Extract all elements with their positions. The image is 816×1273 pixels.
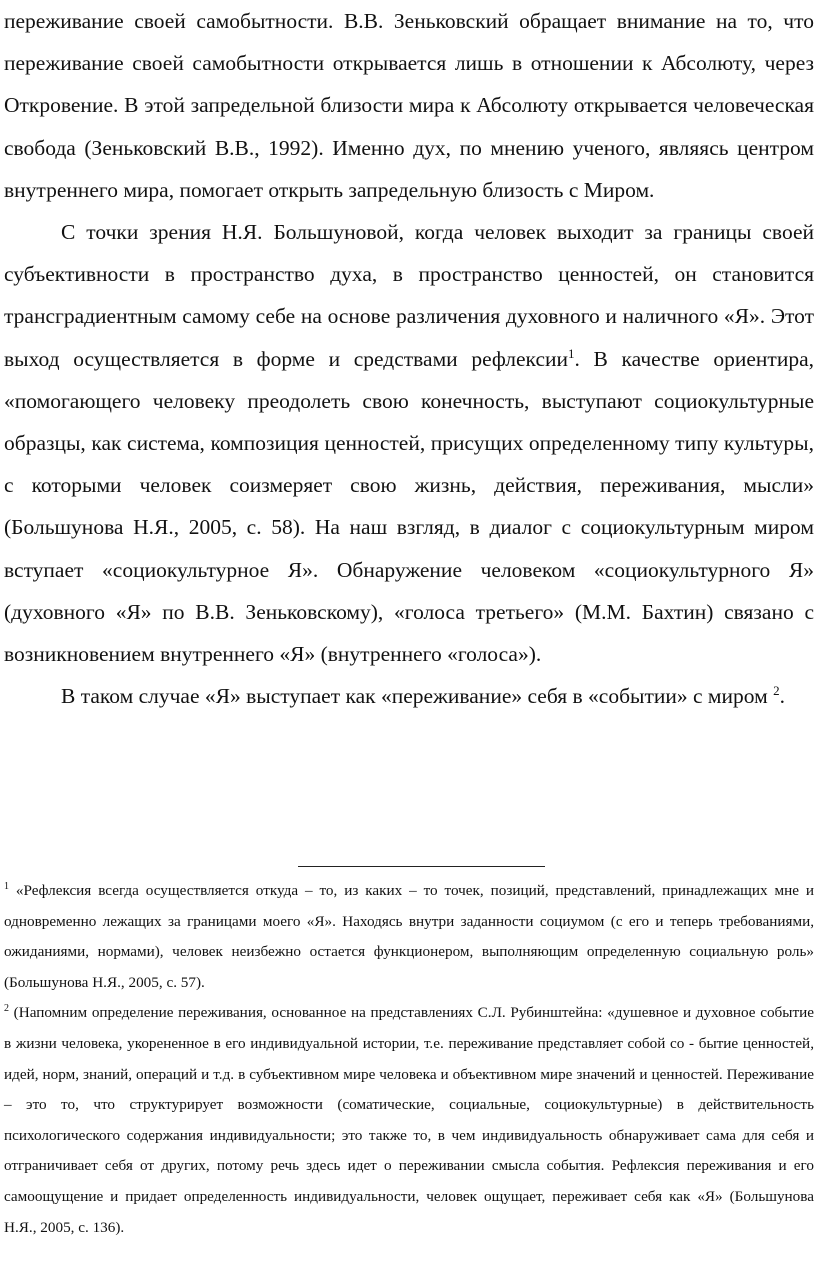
footnote-ref-1[interactable]: 1: [568, 345, 575, 361]
footnote-ref-2[interactable]: 2: [773, 683, 780, 699]
footnote-2-text: (Напомним определение переживания, основанное на представлениях С.Л. Рубинштейна: «душевное и духовное событие в жизни человека, укорененное в его индивидуальной истории, т.е. переживание представляет собой со - бытие ценностей, идей, норм, знаний, операций и т.д. в субъективном мире человека и объективном мире значений и ценностей. Переживание – это то, что структурирует возможности (соматические, социальные, социокультурные) в действительность психологического содержания индивидуальности; это также то, в чем индивидуальность обнаруживает сама для себя и отграничивает себя от других, потому речь здесь идет о переживании смысла события. Рефлексия переживания и его самоощущение и придает определенность индивидуальности, человек ощущает, переживает себя как «Я» (Большунова Н.Я., 2005, с. 136).: [4, 1004, 814, 1236]
footnote-1-number: 1: [4, 880, 9, 892]
paragraph-3-text-b: .: [779, 684, 785, 709]
paragraph-1: [4, 0, 814, 211]
paragraph-2: [4, 211, 814, 675]
main-text: [4, 0, 814, 717]
footnotes: [4, 876, 814, 1243]
footnote-1: [4, 876, 814, 998]
paragraph-3-text-a: В таком случае «Я» выступает как «переживание» себя в «событии» с миром: [61, 684, 774, 709]
paragraph-2-text-a: С точки зрения Н.Я. Большуновой, когда человек выходит за границы своей субъективности в пространство духа, в пространство ценностей, он становится трансградиентным самому себе на основе различения духовного и наличного «Я». Этот выход осуществляется в форме и средствами рефлексии: [4, 220, 814, 371]
footnote-1-text: «Рефлексия всегда осуществляется откуда – то, из каких – то точек, позиций, представлений, принадлежащих мне и одновременно лежащих за границами моего «Я». Находясь внутри заданности социумом (с его и теперь требованиями, ожиданиями, нормами), человек неизбежно остается функционером, выполняющим определенную социальную роль» (Большунова Н.Я., 2005, с. 57).: [4, 882, 814, 991]
paragraph-1-text: переживание своей самобытности. В.В. Зеньковский обращает внимание на то, что переживание своей самобытности открывается лишь в отношении к Абсолюту, через Откровение. В этой запредельной близости мира к Абсолюту открывается человеческая свобода (Зеньковский В.В., 1992). Именно дух, по мнению ученого, являясь центром внутреннего мира, помогает открыть запредельную близость с Миром.: [4, 9, 814, 202]
footnote-2: [4, 998, 814, 1243]
paragraph-2-text-b: . В качестве ориентира, «помогающего человеку преодолеть свою конечность, выступают социокультурные образцы, как система, композиция ценностей, присущих определенному типу культуры, с которыми человек соизмеряет свою жизнь, действия, переживания, мысли» (Большунова Н.Я., 2005, с. 58). На наш взгляд, в диалог с социокультурным миром вступает «социокультурное Я». Обнаружение человеком «социокультурного Я» (духовного «Я» по В.В. Зеньковскому), «голоса третьего» (М.М. Бахтин) связано с возникновением внутреннего «Я» (внутреннего «голоса»).: [4, 346, 814, 667]
footnote-2-number: 2: [4, 1003, 9, 1015]
footnote-separator: [298, 866, 545, 867]
paragraph-3: [4, 675, 814, 717]
document-page: [4, 0, 814, 717]
